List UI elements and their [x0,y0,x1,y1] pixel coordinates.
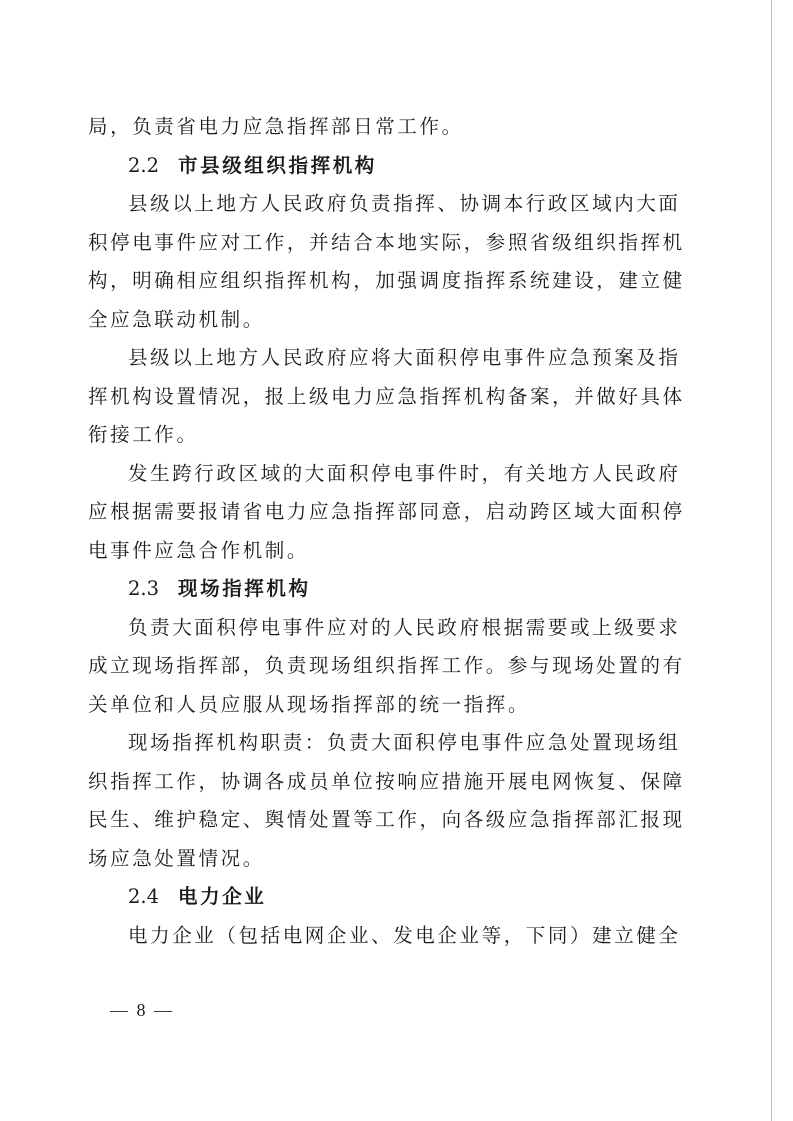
section-number: 2.4 [128,885,160,908]
text-line: 构，明确相应组织指挥机构，加强调度指挥系统建设，建立健 [88,269,685,292]
text-line: 成立现场指挥部，负责现场组织指挥工作。参与现场处置的有 [88,654,685,677]
paragraph [88,185,688,339]
document-page [88,108,688,955]
section-heading [88,570,688,609]
text-line: 积停电事件应对工作，并结合本地实际，参照省级组织指挥机 [88,230,685,254]
paragraph [88,917,688,956]
text-line: 场应急处置情况。 [88,846,265,870]
page-edge-line [771,0,772,1121]
paragraph [88,724,688,878]
paragraph [88,455,688,571]
text-line: 现场指挥机构职责：负责大面积停电事件应急处置现场组 [128,731,681,754]
page-number: — 8 — [110,1000,174,1020]
paragraph [88,339,688,455]
section-title: 市县级组织指挥机构 [178,153,377,177]
text-line: 关单位和人员应服从现场指挥部的统一指挥。 [88,692,531,716]
section-heading [88,878,688,917]
section-number: 2.3 [128,577,160,600]
text-line: 织指挥工作，协调各成员单位按响应措施开展电网恢复、保障 [88,769,685,793]
section-title: 电力企业 [178,885,267,908]
text-line: 局，负责省电力应急指挥部日常工作。 [88,115,464,138]
paragraph [88,609,688,725]
text-line: 应根据需要报请省电力应急指挥部同意，启动跨区域大面积停 [88,500,685,523]
text-line: 县级以上地方人民政府负责指挥、协调本行政区域内大面 [128,192,681,215]
text-line: 县级以上地方人民政府应将大面积停电事件应急预案及指 [128,346,681,369]
text-line: 衔接工作。 [88,423,199,446]
text-line: 电事件应急合作机制。 [88,538,310,562]
text-line: 发生跨行政区域的大面积停电事件时，有关地方人民政府 [128,461,681,485]
text-line: 全应急联动机制。 [88,307,265,331]
text-line: 民生、维护稳定、舆情处置等工作，向各级应急指挥部汇报现 [88,808,685,831]
text-line: 挥机构设置情况，报上级电力应急指挥机构备案，并做好具体 [88,384,685,408]
section-heading [88,147,688,186]
text-line: 负责大面积停电事件应对的人民政府根据需要或上级要求 [128,615,681,639]
text-line: 电力企业（包括电网企业、发电企业等，下同）建立健全 [128,923,681,947]
paragraph [88,108,688,147]
section-number: 2.2 [128,153,160,177]
section-title: 现场指挥机构 [178,577,311,600]
